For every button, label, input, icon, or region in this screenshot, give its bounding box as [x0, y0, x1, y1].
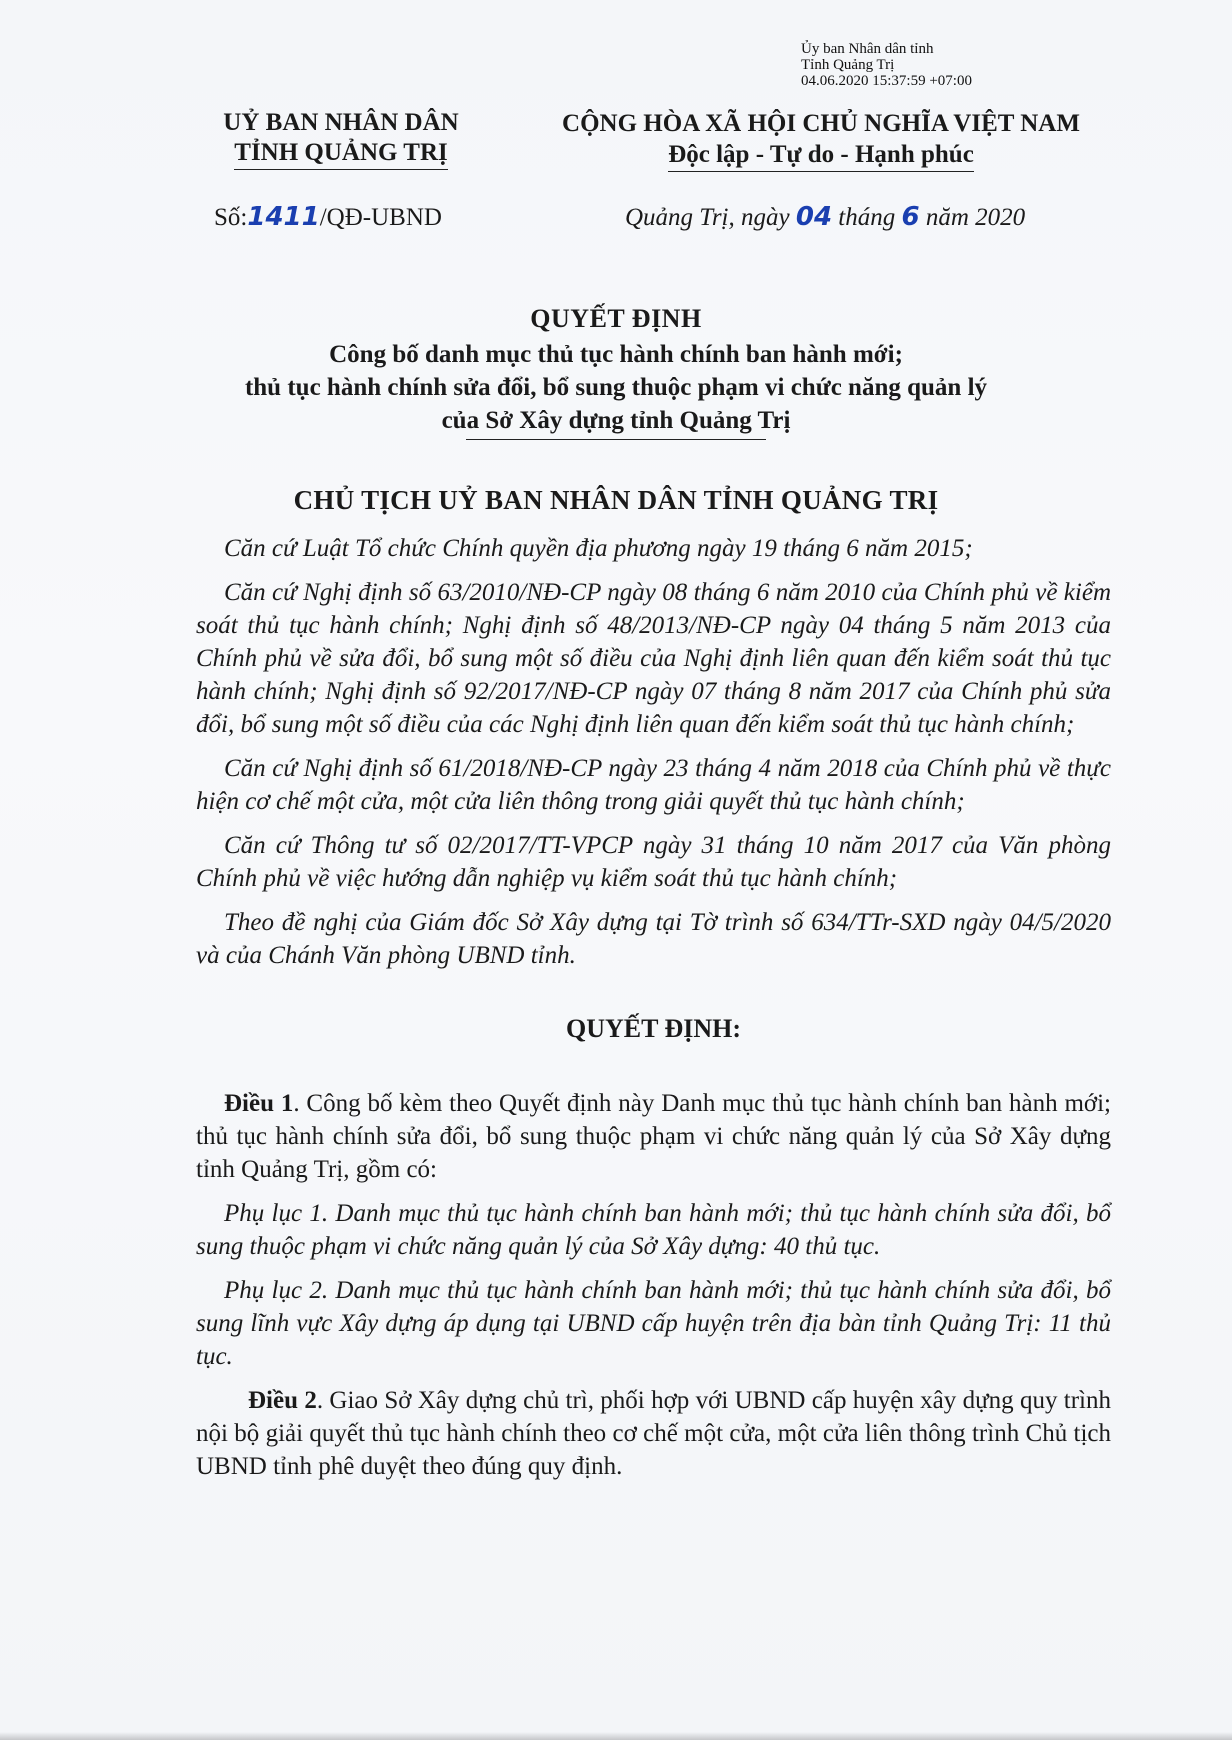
date-month-handwritten: 6: [901, 202, 920, 232]
title-line-3: của Sở Xây dựng tỉnh Quảng Trị: [441, 407, 791, 434]
national-title: [536, 108, 1106, 172]
title-line-1: Công bố danh mục thủ tục hành chính ban hành mới;: [329, 341, 903, 368]
appendix-1: Phụ lục 1. Danh mục thủ tục hành chính ban hành mới; thủ tục hành chính sửa đổi, bổ sung thuộc phạm vi chức năng quản lý của Sở Xây dựng: 40 thủ tục.: [196, 1200, 1111, 1260]
signature-line-1: Ủy ban Nhân dân tỉnh: [801, 41, 934, 57]
national-motto: Độc lập - Tự do - Hạnh phúc: [668, 139, 974, 172]
title-line-2: thủ tục hành chính sửa đổi, bổ sung thuộc phạm vi chức năng quản lý: [244, 374, 988, 401]
legal-basis-5: Theo đề nghị của Giám đốc Sở Xây dựng tại Tờ trình số 634/TTr-SXD ngày 04/5/2020 và của Chánh Văn phòng UBND tỉnh.: [196, 909, 1111, 969]
page-bottom-edge: [0, 1732, 1232, 1740]
document-number: [214, 202, 442, 232]
document-body: [196, 532, 1111, 1494]
country-name: CỘNG HÒA XÃ HỘI CHỦ NGHĨA VIỆT NAM: [562, 110, 1080, 137]
article-2: [196, 1384, 1111, 1483]
article-1-label: Điều 1: [224, 1090, 294, 1117]
date-part-1: Quảng Trị, ngày: [625, 204, 796, 231]
authority-heading: CHỦ TỊCH UỶ BAN NHÂN DÂN TỈNH QUẢNG TRỊ: [293, 485, 939, 515]
legal-basis-2: Căn cứ Nghị định số 63/2010/NĐ-CP ngày 08 tháng 6 năm 2010 của Chính phủ về kiểm soát thủ tục hành chính; Nghị định số 48/2013/NĐ-CP ngày 04 tháng 5 năm 2013 của Chính phủ về sửa đổi, bổ sung một số điều của Nghị định liên quan đến kiểm soát thủ tục hành chính; Nghị định số 92/2017/NĐ-CP ngày 07 tháng 8 năm 2017 của Chính phủ sửa đổi, bổ sung một số điều của các Nghị định liên quan đến kiểm soát thủ tục hành chính;: [196, 579, 1111, 738]
document-title: [100, 302, 1132, 440]
legal-basis-3: Căn cứ Nghị định số 61/2018/NĐ-CP ngày 23 tháng 4 năm 2018 của Chính phủ về thực hiện cơ chế một cửa, một cửa liên thông trong giải quyết thủ tục hành chính;: [196, 755, 1111, 815]
decision-heading: QUYẾT ĐỊNH:: [565, 1014, 742, 1043]
authority-line-1: UỶ BAN NHÂN DÂN: [223, 109, 459, 136]
authority-line-2: TỈNH QUẢNG TRỊ: [234, 138, 447, 170]
article-1-text: . Công bố kèm theo Quyết định này Danh mục thủ tục hành chính ban hành mới; thủ tục hành chính sửa đổi, bổ sung thuộc phạm vi chức năng quản lý của Sở Xây dựng tỉnh Quảng Trị, gồm có:: [196, 1090, 1112, 1183]
doc-number-suffix: /QĐ-UBND: [319, 204, 442, 231]
doc-number-handwritten: 1411: [247, 202, 320, 232]
date-part-3: năm 2020: [919, 204, 1026, 231]
date-day-handwritten: 04: [795, 202, 833, 232]
title-underline: [466, 439, 766, 440]
signature-line-2: Tỉnh Quảng Trị: [801, 57, 895, 73]
article-2-text: . Giao Sở Xây dựng chủ trì, phối hợp với UBND cấp huyện xây dựng quy trình nội bộ giải quyết thủ tục hành chính theo cơ chế một cửa, một cửa liên thông trình Chủ tịch UBND tỉnh phê duyệt theo đúng quy định.: [196, 1387, 1111, 1480]
title-main: QUYẾT ĐỊNH: [530, 304, 702, 333]
legal-basis-1: Căn cứ Luật Tổ chức Chính quyền địa phương ngày 19 tháng 6 năm 2015;: [224, 535, 973, 562]
doc-number-prefix: Số:: [214, 204, 248, 231]
date-part-2: tháng: [832, 204, 902, 231]
legal-basis-4: Căn cứ Thông tư số 02/2017/TT-VPCP ngày 31 tháng 10 năm 2017 của Văn phòng Chính phủ về việc hướng dẫn nghiệp vụ kiểm soát thủ tục hành chính;: [196, 832, 1111, 892]
date-line: [625, 202, 1110, 232]
appendix-2: Phụ lục 2. Danh mục thủ tục hành chính ban hành mới; thủ tục hành chính sửa đổi, bổ sung lĩnh vực Xây dựng áp dụng tại UBND cấp huyện trên địa bàn tỉnh Quảng Trị: 11 thủ tục.: [196, 1277, 1111, 1370]
article-1: [196, 1087, 1111, 1186]
issuing-authority: [196, 108, 486, 170]
digital-signature-stamp: [801, 41, 972, 89]
article-2-label: Điều 2: [248, 1387, 317, 1414]
signature-timestamp: 04.06.2020 15:37:59 +07:00: [801, 73, 972, 89]
